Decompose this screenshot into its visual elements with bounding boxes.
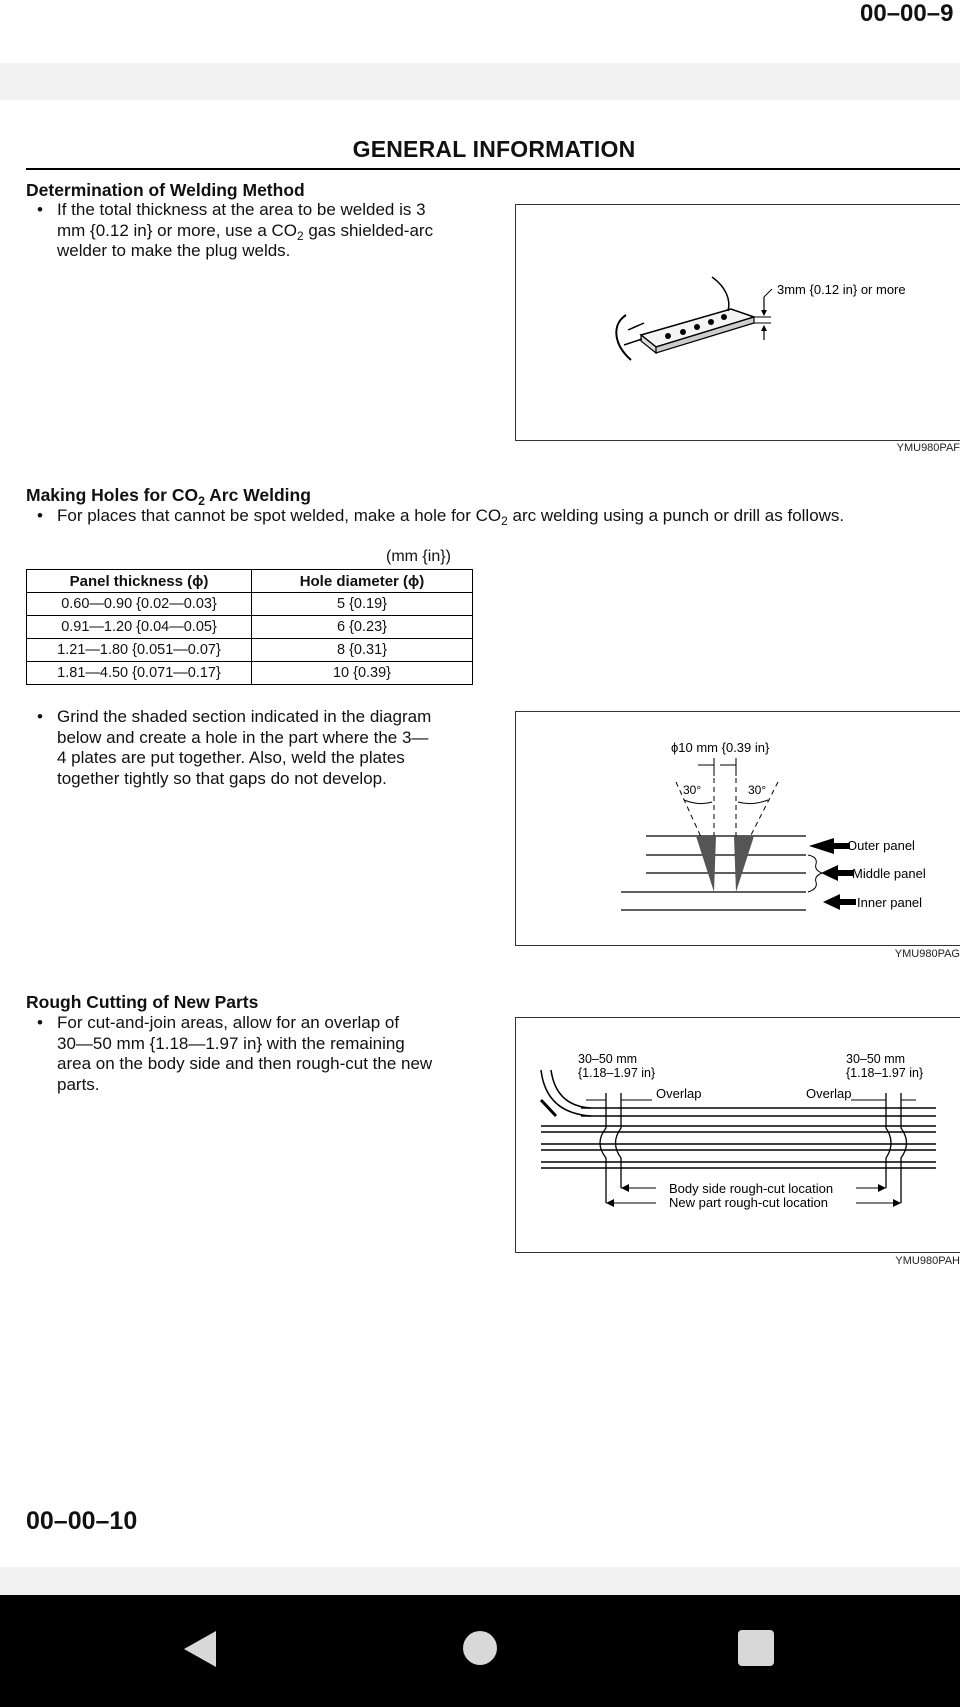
bullet-line: area on the body side and then rough-cut the new [57, 1054, 433, 1073]
table-row [27, 639, 473, 662]
home-icon[interactable] [462, 1630, 498, 1666]
navigation-bar [0, 1595, 960, 1707]
table-cell: 0.60—0.90 {0.02—0.03} [27, 593, 252, 616]
figure-code: YMU980PAG [894, 948, 960, 960]
bullet-holes: • For places that cannot be spot welded, make a hole for $CO_2$ arc welding using a punch or drill as follows. [37, 506, 845, 528]
table-header-cell: Panel thickness (ϕ) [27, 570, 252, 593]
table-cell: 1.21—1.80 {0.051—0.07} [27, 639, 252, 662]
figure-plug-weld [515, 204, 960, 441]
table-cell: 8 {0.31} [252, 639, 473, 662]
plug-weld-illustration [516, 205, 960, 440]
bullet-dot: • [37, 506, 43, 525]
figure-rough-cut [515, 1017, 960, 1253]
header-band [0, 63, 960, 100]
table-cell: 1.81—4.50 {0.071—0.17} [27, 662, 252, 685]
angle-right-label: 30° [748, 783, 767, 797]
bullet-dot: • [37, 1013, 43, 1032]
overlap-left-label: Overlap [656, 1086, 702, 1101]
outer-panel-label: Outer panel [847, 838, 915, 853]
page-code-bottom: 00–00–10 [26, 1507, 138, 1535]
table-header-cell: Hole diameter (ϕ) [252, 570, 473, 593]
left-dimension-mm: 30–50 mm [578, 1052, 638, 1066]
figure-code: YMU980PAH [895, 1255, 960, 1267]
inner-panel-label: Inner panel [857, 895, 923, 910]
table-cell: 5 {0.19} [252, 593, 473, 616]
page-code-top: 00–00–9 [860, 0, 954, 27]
bullet-line: If the total thickness at the area to be welded is 3 [57, 200, 426, 219]
table-unit-note: (mm {in}) [386, 548, 451, 565]
bullet-line: parts. [57, 1074, 100, 1094]
bullet-dot: • [37, 200, 43, 219]
bullet-line: mm {0.12 in} or more, use a $CO_2$ gas shielded-arc [57, 220, 434, 243]
bullet-rough-cut [37, 1013, 477, 1095]
title-divider [26, 168, 960, 170]
bullet-grind [37, 707, 477, 789]
section-heading-rough-cut: Rough Cutting of New Parts [26, 992, 259, 1012]
table-cell: 6 {0.23} [252, 616, 473, 639]
body-side-label: Body side rough-cut location [669, 1181, 834, 1196]
bullet-line: For cut-and-join areas, allow for an overlap of [57, 1013, 400, 1032]
new-part-label: New part rough-cut location [669, 1195, 828, 1210]
table-row [27, 616, 473, 639]
table-row [27, 662, 473, 685]
hole-size-table [26, 569, 473, 685]
angle-left-label: 30° [683, 783, 702, 797]
bullet-line: 30—50 mm {1.18—1.97 in} with the remaining [57, 1033, 405, 1053]
figure-code: YMU980PAF [896, 442, 960, 454]
hole-grinding-illustration [516, 712, 960, 945]
right-dimension-mm: 30–50 mm [846, 1052, 906, 1066]
table-row [27, 593, 473, 616]
thickness-label: 3mm {0.12 in} or more [777, 282, 906, 297]
page-title: GENERAL INFORMATION [352, 136, 636, 162]
bullet-dot: • [37, 707, 43, 726]
diameter-label: ϕ10 mm {0.39 in} [671, 740, 770, 755]
overlap-right-label: Overlap [806, 1086, 852, 1101]
table-cell: 0.91—1.20 {0.04—0.05} [27, 616, 252, 639]
back-icon[interactable] [180, 1627, 220, 1671]
bullet-line: together tightly so that gaps do not develop. [57, 768, 387, 788]
bullet-welding-method [37, 200, 477, 262]
recents-icon[interactable] [738, 1630, 774, 1666]
bullet-line: 4 plates are put together. Also, weld the plates [57, 748, 405, 767]
right-dimension-in: {1.18–1.97 in} [846, 1066, 924, 1080]
table-header-row [27, 570, 473, 593]
middle-panel-label: Middle panel [852, 866, 926, 881]
figure-hole-grinding [515, 711, 960, 946]
footer-band [0, 1567, 960, 1595]
table-cell: 10 {0.39} [252, 662, 473, 685]
bullet-line: welder to make the plug welds. [57, 241, 291, 260]
section-heading-holes: Making Holes for $CO_2$ Arc Welding [26, 485, 311, 508]
left-dimension-in: {1.18–1.97 in} [578, 1066, 656, 1080]
section-heading-welding-method: Determination of Welding Method [26, 180, 305, 200]
rough-cut-illustration [516, 1018, 960, 1252]
bullet-line: below and create a hole in the part where the 3— [57, 727, 429, 747]
bullet-line: Grind the shaded section indicated in the diagram [57, 707, 432, 726]
